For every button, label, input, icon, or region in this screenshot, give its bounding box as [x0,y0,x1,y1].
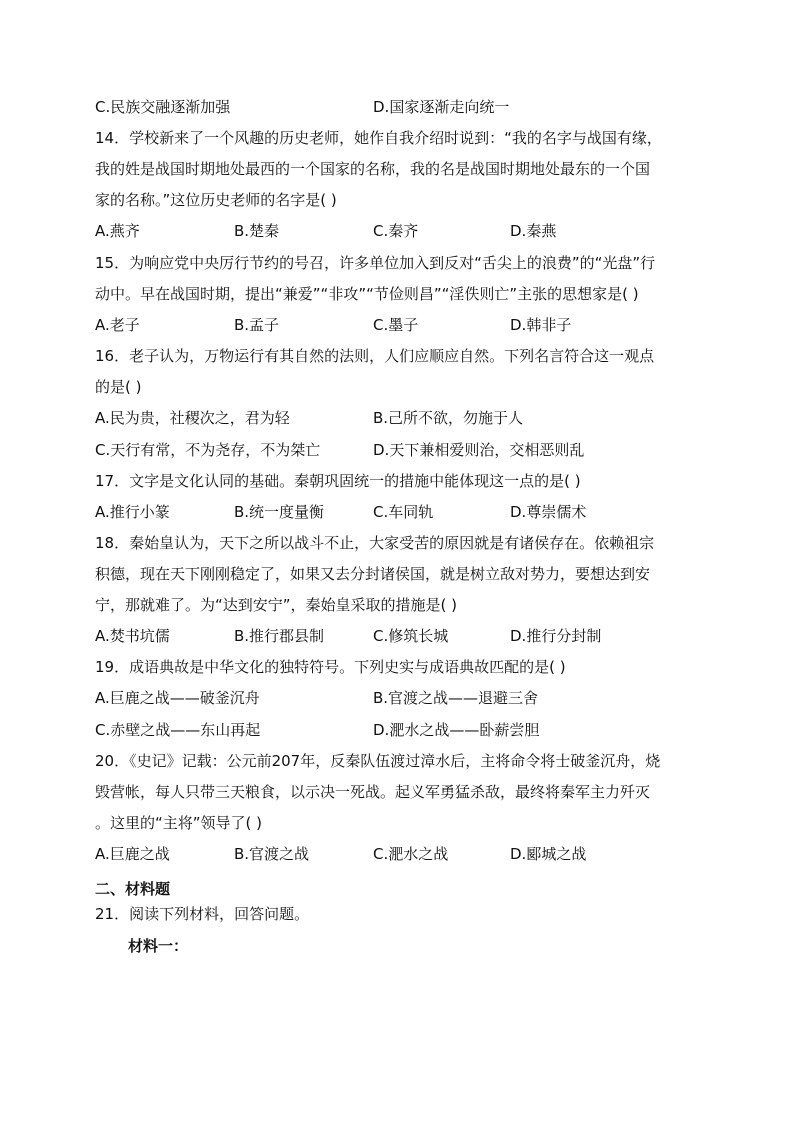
q15-option-a: A.老子 [95,316,140,334]
q18-options [95,626,705,646]
q13-option-d: D.国家逐渐走向统一 [373,98,510,116]
q19-option-a: A.巨鹿之战——破釜沉舟 [95,689,260,707]
q17-options [95,502,705,522]
q14-option-d: D.秦燕 [510,222,557,240]
q17-option-d: D.尊崇儒术 [510,503,587,521]
q14-stem-line3: 家的名称。”这位历史老师的名字是( ) [95,191,337,209]
q20-options [95,844,705,864]
q18-option-a: A.焚书坑儒 [95,627,170,645]
q17-option-b: B.统一度量衡 [234,503,325,521]
q20-option-c: C.淝水之战 [373,845,449,863]
q16-stem-line2: 的是( ) [95,378,142,396]
q18-option-c: C.修筑长城 [373,627,449,645]
q14-stem-line1: 14．学校新来了一个风趣的历史老师，她作自我介绍时说到：“我的名字与战国有缘， [95,129,662,147]
q18-stem-line1: 18．秦始皇认为，天下之所以战斗不止，大家受苦的原因就是有诸侯存在。依赖祖宗 [95,534,655,552]
q14-option-b: B.楚秦 [234,222,280,240]
q18-option-d: D.推行分封制 [510,627,602,645]
q14-stem-line2: 我的姓是战国时期地处最西的一个国家的名称，我的名是战国时期地处最东的一个国 [95,160,651,178]
q15-stem-line2: 动中。早在战国时期，提出“兼爱”“非攻”“节俭则昌”“淫佚则亡”主张的思想家是( ) [95,285,639,303]
q16-option-d: D.天下兼相爱则治，交相恶则乱 [373,441,585,459]
q19-option-d: D.淝水之战——卧薪尝胆 [373,721,540,739]
q15-option-d: D.韩非子 [510,316,572,334]
section-title: 二、材料题 [95,880,171,898]
q16-option-a: A.民为贵，社稷次之，君为轻 [95,409,290,427]
q14-options [95,221,705,241]
q14-option-a: A.燕齐 [95,222,140,240]
q20-stem-line1: 20．《史记》记载：公元前207年，反秦队伍渡过漳水后，主将命令将士破釜沉舟，烧 [95,752,661,770]
q16-stem-line1: 16．老子认为，万物运行有其自然的法则，人们应顺应自然。下列名言符合这一观点 [95,347,655,365]
q21-stem-line1: 21．阅读下列材料，回答问题。 [95,905,310,923]
q15-option-c: C.墨子 [373,316,419,334]
q17-stem-line1: 17．文字是文化认同的基础。秦朝巩固统一的措施中能体现这一点的是( ) [95,472,581,490]
q16-options-row2 [95,440,705,460]
q19-option-b: B.官渡之战——退避三舍 [373,689,539,707]
q13-option-c: C.民族交融逐渐加强 [95,98,231,116]
q19-options-row1 [95,688,705,708]
q20-option-d: D.郾城之战 [510,845,587,863]
q18-stem-line2: 积德，现在天下刚刚稳定了，如果又去分封诸侯国，就是树立敌对势力，要想达到安 [95,565,651,583]
q15-stem-line1: 15．为响应党中央厉行节约的号召，许多单位加入到反对“舌尖上的浪费”的“光盘”行 [95,254,656,272]
q13-options [95,97,705,117]
q18-stem-line3: 宁，那就难了。为“达到安宁”，秦始皇采取的措施是( ) [95,596,458,614]
q15-option-b: B.孟子 [234,316,280,334]
q17-option-a: A.推行小篆 [95,503,170,521]
q20-stem-line3: 。这里的“主将”领导了( ) [95,814,263,832]
q16-option-c: C.天行有常，不为尧存，不为桀亡 [95,441,321,459]
q15-options [95,315,705,335]
q19-option-c: C.赤壁之战——东山再起 [95,721,261,739]
q20-option-a: A.巨鹿之战 [95,845,170,863]
q16-options-row1 [95,408,705,428]
q17-option-c: C.车同轨 [373,503,434,521]
q20-stem-line2: 毁营帐，每人只带三天粮食，以示决一死战。起义军勇猛杀敌，最终将秦军主力歼灭 [95,783,651,801]
q14-option-c: C.秦齐 [373,222,419,240]
q19-stem-line1: 19．成语典故是中华文化的独特符号。下列史实与成语典故匹配的是( ) [95,658,566,676]
q18-option-b: B.推行郡县制 [234,627,325,645]
q21-material1-label: 材料一： [128,937,189,955]
q20-option-b: B.官渡之战 [234,845,310,863]
q16-option-b: B.己所不欲，勿施于人 [373,409,524,427]
q19-options-row2 [95,720,705,740]
